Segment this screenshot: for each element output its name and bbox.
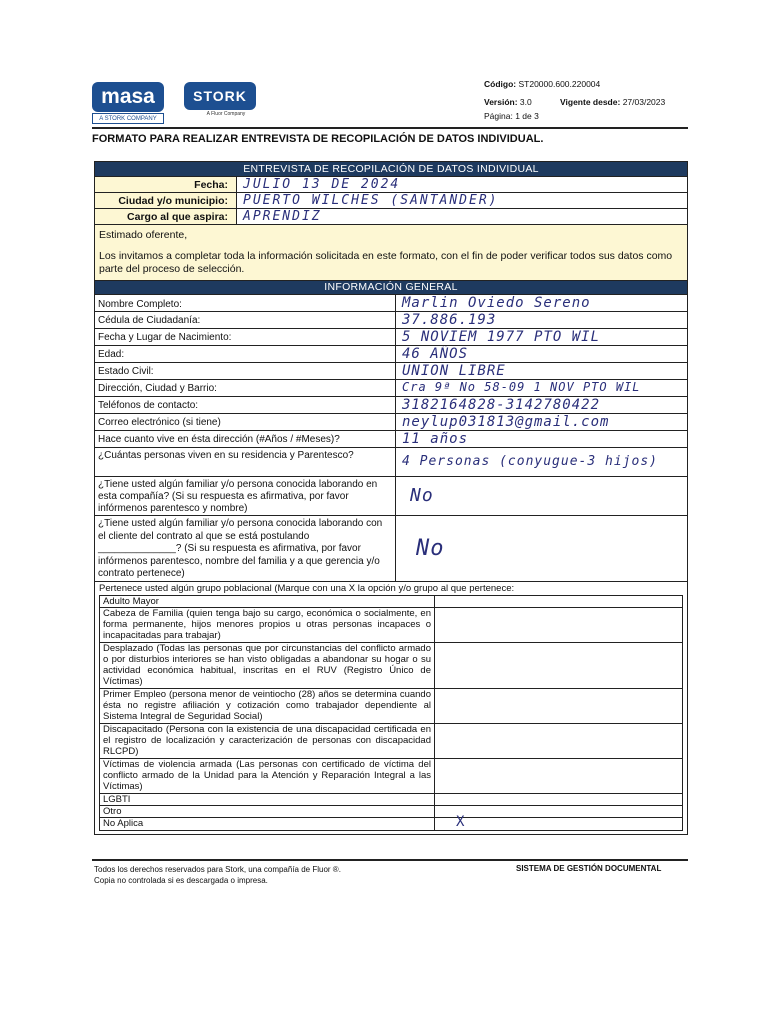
- population-option[interactable]: [100, 793, 682, 805]
- form-row-date: [95, 176, 687, 192]
- birth-label: Fecha y Lugar de Nacimiento:: [95, 329, 396, 345]
- option-mark: X: [456, 814, 465, 830]
- position-label: Cargo al que aspira:: [95, 209, 237, 224]
- masa-logo-subtitle: A STORK COMPANY: [92, 113, 164, 124]
- footer-rights: Todos los derechos reservados para Stork, una compañía de Fluor ®.: [94, 865, 341, 874]
- phones-value[interactable]: 3182164828-3142780422: [402, 397, 601, 413]
- address-value[interactable]: Cra 9ª No 58-09 1 NOV PTO WIL: [402, 380, 641, 394]
- position-value[interactable]: APRENDIZ: [243, 209, 322, 224]
- masa-logo: masa: [92, 82, 164, 112]
- id-value[interactable]: 37.886.193: [402, 312, 497, 328]
- household-label: ¿Cuántas personas viven en su residencia y Parentesco?: [95, 448, 396, 476]
- option-label: Discapacitado (Persona con la existencia de una discapacidad certificada en el registro de localización y caracterización de personas con discapacidad RLCPD): [100, 724, 435, 758]
- age-value[interactable]: 46 AÑOS: [402, 346, 469, 362]
- relative-company-label: ¿Tiene usted algún familiar y/o persona conocida laborando en esta compañía? (Si su respuesta es afirmativa, por favor infórmenos parentesco y nombre): [95, 477, 396, 515]
- document-version: [484, 97, 532, 107]
- form-row-household: [95, 447, 687, 476]
- id-label: Cédula de Ciudadanía:: [95, 312, 396, 328]
- code-label: Código:: [484, 79, 517, 89]
- stork-logo-subtitle: A Fluor Company: [206, 111, 246, 117]
- date-value[interactable]: JULIO 13 DE 2024: [243, 177, 401, 192]
- option-label: Desplazado (Todas las personas que por circunstancias del conflicto armado o por disturbios interiores se han visto obligadas a abandonar su hogar o su actividad económica habitual, inscritas en el RUV (Registro Único de Víctimas): [100, 643, 435, 688]
- form-row-city: [95, 192, 687, 208]
- population-option[interactable]: [100, 607, 682, 642]
- form-row-id: [95, 311, 687, 328]
- page-number: Página: 1 de 3: [484, 111, 539, 121]
- population-option[interactable]: [100, 688, 682, 723]
- option-label: No Aplica: [100, 818, 435, 830]
- footer-copy-note: Copia no controlada si es descargada o impresa.: [94, 876, 268, 885]
- population-option[interactable]: [100, 814, 682, 830]
- document-code: [484, 79, 600, 89]
- form-row-phones: [95, 396, 687, 413]
- phones-label: Teléfonos de contacto:: [95, 397, 396, 413]
- city-value[interactable]: PUERTO WILCHES (SANTANDER): [243, 193, 499, 208]
- form-row-residence-time: [95, 430, 687, 447]
- option-label: Otro: [100, 806, 435, 817]
- population-group-section: [95, 581, 687, 831]
- relative-company-value[interactable]: No: [410, 485, 434, 506]
- form-row-address: [95, 379, 687, 396]
- header-divider: [92, 127, 688, 129]
- form-row-birth: [95, 328, 687, 345]
- population-option[interactable]: [100, 758, 682, 793]
- address-label: Dirección, Ciudad y Barrio:: [95, 380, 396, 396]
- invitation-text: Los invitamos a completar toda la información solicitada en este formato, con el fin de poder verificar todos sus datos como parte del proceso de selección.: [99, 250, 673, 275]
- option-label: Víctimas de violencia armada (Las personas con certificado de víctima del conflicto armado de la Unidad para la Atención y Reparación Integral a las Víctimas): [100, 759, 435, 793]
- form-row-civil-status: [95, 362, 687, 379]
- email-value[interactable]: neylup031813@gmail.com: [402, 414, 610, 430]
- section-header-interview: ENTREVISTA DE RECOPILACIÓN DE DATOS INDIVIDUAL: [95, 162, 687, 176]
- stork-logo: STORK: [184, 82, 256, 110]
- fullname-value[interactable]: Marlin Oviedo Sereno: [402, 295, 591, 311]
- interview-form: [94, 161, 688, 835]
- city-label: Ciudad y/o municipio:: [95, 193, 237, 208]
- form-row-email: [95, 413, 687, 430]
- code-value: ST20000.600.220004: [518, 79, 601, 89]
- population-option[interactable]: [100, 596, 682, 607]
- option-label: Adulto Mayor: [100, 596, 435, 607]
- population-option[interactable]: [100, 805, 682, 817]
- civil-status-value[interactable]: UNION LIBRE: [402, 363, 506, 379]
- form-row-fullname: [95, 294, 687, 311]
- option-label: Cabeza de Familia (quien tenga bajo su cargo, económica o socialmente, en forma permanente, hijos menores propios u otras personas incapaces o incapacitadas para trabajar): [100, 608, 435, 642]
- population-group-table: [99, 595, 683, 831]
- form-row-relative-client: [95, 515, 687, 581]
- greeting-text: Estimado oferente,: [99, 229, 188, 241]
- population-group-question: Pertenece usted algún grupo poblacional (Marque con una X la opción y/o grupo al que pertenece:: [99, 583, 515, 594]
- residence-time-value[interactable]: 11 años: [402, 431, 469, 447]
- footer-divider: [92, 859, 688, 861]
- relative-client-value[interactable]: No: [416, 536, 445, 561]
- footer-copyright: [94, 864, 341, 886]
- valid-from-value: 27/03/2023: [622, 97, 666, 107]
- footer-system-name: SISTEMA DE GESTIÓN DOCUMENTAL: [516, 864, 662, 873]
- version-value: 3.0: [519, 97, 532, 107]
- civil-status-label: Estado Civil:: [95, 363, 396, 379]
- birth-value[interactable]: 5 NOVIEM 1977 PTO WIL: [402, 329, 601, 345]
- form-row-position: [95, 208, 687, 224]
- valid-from-label: Vigente desde:: [560, 97, 621, 107]
- document-valid-from: [560, 97, 665, 107]
- residence-time-label: Hace cuanto vive en ésta dirección (#Años / #Meses)?: [95, 431, 396, 447]
- relative-client-label: ¿Tiene usted algún familiar y/o persona conocida laborando con el cliente del contrato al que se está postulando ______________? (Si su respuesta es afirmativa, por favor infórmenos parentesco, nombre del familia y a que gerencia y/o contrato pertenece): [95, 516, 396, 581]
- population-option[interactable]: [100, 723, 682, 758]
- population-option[interactable]: [100, 642, 682, 688]
- version-label: Versión:: [484, 97, 518, 107]
- email-label: Correo electrónico (si tiene): [95, 414, 396, 430]
- fullname-label: Nombre Completo:: [95, 295, 396, 311]
- form-row-age: [95, 345, 687, 362]
- age-label: Edad:: [95, 346, 396, 362]
- invitation-notice: [95, 224, 687, 280]
- option-label: LGBTI: [100, 794, 435, 805]
- date-label: Fecha:: [95, 177, 237, 192]
- section-header-general: INFORMACIÓN GENERAL: [95, 280, 687, 294]
- household-value[interactable]: 4 Personas (conyugue-3 hijos): [402, 454, 658, 469]
- option-label: Primer Empleo (persona menor de veintiocho (28) años se determina cuando ésta no registre afiliación y cotización como trabajador dependiente al Sistema Integral de Seguridad Social): [100, 689, 435, 723]
- page-title: FORMATO PARA REALIZAR ENTREVISTA DE RECOPILACIÓN DE DATOS INDIVIDUAL.: [92, 133, 544, 145]
- form-row-relative-company: [95, 476, 687, 515]
